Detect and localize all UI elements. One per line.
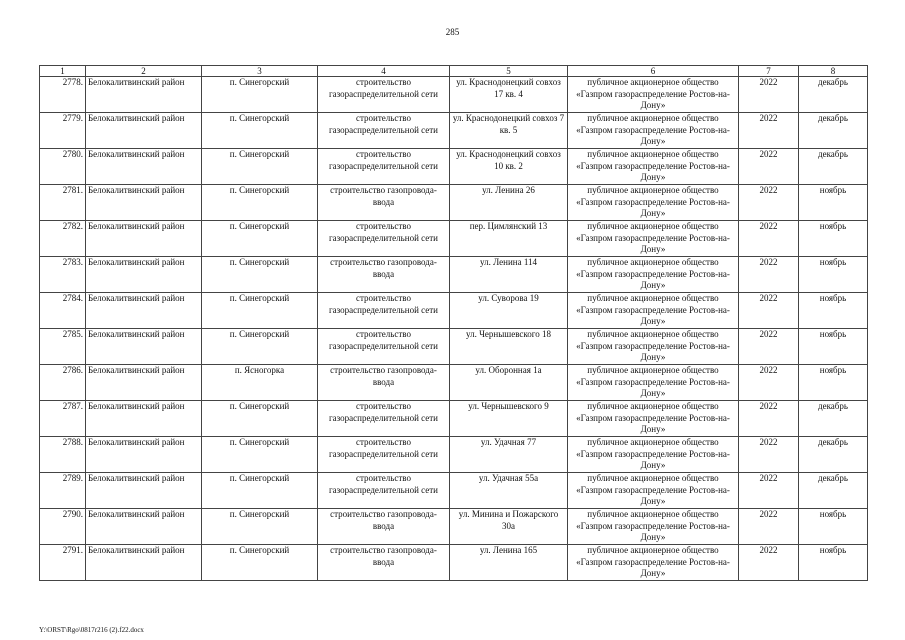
- row-number: 2779.: [40, 113, 86, 149]
- row-number: 2787.: [40, 401, 86, 437]
- organization-cell: публичное акционерное общество «Газпром газораспределение Ростов-на-Дону»: [568, 365, 739, 401]
- table-row: [40, 401, 868, 437]
- work-type-cell: строительство газораспределительной сети: [318, 149, 450, 185]
- year-cell: 2022: [739, 437, 799, 473]
- settlement-cell: п. Синегорский: [202, 221, 318, 257]
- address-cell: ул. Ленина 26: [450, 185, 568, 221]
- row-number: 2786.: [40, 365, 86, 401]
- month-cell: ноябрь: [799, 545, 868, 581]
- work-type-cell: строительство газораспределительной сети: [318, 293, 450, 329]
- registry-table: [39, 65, 868, 581]
- table-row: [40, 365, 868, 401]
- work-type-cell: строительство газопровода-ввода: [318, 185, 450, 221]
- row-number: 2784.: [40, 293, 86, 329]
- work-type-cell: строительство газопровода-ввода: [318, 257, 450, 293]
- district-cell: Белокалитвинский район: [86, 509, 202, 545]
- month-cell: декабрь: [799, 473, 868, 509]
- district-cell: Белокалитвинский район: [86, 113, 202, 149]
- organization-cell: публичное акционерное общество «Газпром газораспределение Ростов-на-Дону»: [568, 293, 739, 329]
- column-header: 4: [318, 66, 450, 77]
- district-cell: Белокалитвинский район: [86, 401, 202, 437]
- month-cell: ноябрь: [799, 509, 868, 545]
- address-cell: ул. Удачная 55а: [450, 473, 568, 509]
- address-cell: пер. Цимлянский 13: [450, 221, 568, 257]
- column-header: 1: [40, 66, 86, 77]
- address-cell: ул. Суворова 19: [450, 293, 568, 329]
- district-cell: Белокалитвинский район: [86, 473, 202, 509]
- column-header: 6: [568, 66, 739, 77]
- row-number: 2788.: [40, 437, 86, 473]
- address-cell: ул. Ленина 114: [450, 257, 568, 293]
- work-type-cell: строительство газораспределительной сети: [318, 77, 450, 113]
- organization-cell: публичное акционерное общество «Газпром газораспределение Ростов-на-Дону»: [568, 257, 739, 293]
- work-type-cell: строительство газораспределительной сети: [318, 221, 450, 257]
- column-header: 7: [739, 66, 799, 77]
- row-number: 2783.: [40, 257, 86, 293]
- table-row: [40, 437, 868, 473]
- year-cell: 2022: [739, 473, 799, 509]
- row-number: 2785.: [40, 329, 86, 365]
- header-row: [40, 66, 868, 77]
- settlement-cell: п. Синегорский: [202, 113, 318, 149]
- year-cell: 2022: [739, 545, 799, 581]
- table-row: [40, 509, 868, 545]
- year-cell: 2022: [739, 401, 799, 437]
- year-cell: 2022: [739, 77, 799, 113]
- settlement-cell: п. Ясногорка: [202, 365, 318, 401]
- table-row: [40, 545, 868, 581]
- settlement-cell: п. Синегорский: [202, 149, 318, 185]
- month-cell: декабрь: [799, 437, 868, 473]
- address-cell: ул. Краснодонецкий совхоз 10 кв. 2: [450, 149, 568, 185]
- organization-cell: публичное акционерное общество «Газпром газораспределение Ростов-на-Дону»: [568, 545, 739, 581]
- organization-cell: публичное акционерное общество «Газпром газораспределение Ростов-на-Дону»: [568, 473, 739, 509]
- organization-cell: публичное акционерное общество «Газпром газораспределение Ростов-на-Дону»: [568, 185, 739, 221]
- month-cell: ноябрь: [799, 365, 868, 401]
- work-type-cell: строительство газопровода-ввода: [318, 509, 450, 545]
- settlement-cell: п. Синегорский: [202, 401, 318, 437]
- work-type-cell: строительство газопровода-ввода: [318, 365, 450, 401]
- row-number: 2782.: [40, 221, 86, 257]
- month-cell: декабрь: [799, 113, 868, 149]
- settlement-cell: п. Синегорский: [202, 257, 318, 293]
- row-number: 2790.: [40, 509, 86, 545]
- row-number: 2781.: [40, 185, 86, 221]
- year-cell: 2022: [739, 221, 799, 257]
- work-type-cell: строительство газораспределительной сети: [318, 113, 450, 149]
- work-type-cell: строительство газораспределительной сети: [318, 401, 450, 437]
- settlement-cell: п. Синегорский: [202, 437, 318, 473]
- address-cell: ул. Ленина 165: [450, 545, 568, 581]
- year-cell: 2022: [739, 509, 799, 545]
- month-cell: декабрь: [799, 401, 868, 437]
- year-cell: 2022: [739, 257, 799, 293]
- year-cell: 2022: [739, 365, 799, 401]
- row-number: 2789.: [40, 473, 86, 509]
- district-cell: Белокалитвинский район: [86, 221, 202, 257]
- work-type-cell: строительство газораспределительной сети: [318, 437, 450, 473]
- settlement-cell: п. Синегорский: [202, 329, 318, 365]
- table-row: [40, 185, 868, 221]
- settlement-cell: п. Синегорский: [202, 473, 318, 509]
- table-row: [40, 329, 868, 365]
- settlement-cell: п. Синегорский: [202, 545, 318, 581]
- address-cell: ул. Минина и Пожарского 30а: [450, 509, 568, 545]
- district-cell: Белокалитвинский район: [86, 365, 202, 401]
- column-header: 3: [202, 66, 318, 77]
- month-cell: декабрь: [799, 149, 868, 185]
- table-row: [40, 257, 868, 293]
- table-row: [40, 221, 868, 257]
- district-cell: Белокалитвинский район: [86, 77, 202, 113]
- year-cell: 2022: [739, 293, 799, 329]
- year-cell: 2022: [739, 149, 799, 185]
- district-cell: Белокалитвинский район: [86, 149, 202, 185]
- table-row: [40, 293, 868, 329]
- district-cell: Белокалитвинский район: [86, 437, 202, 473]
- table-row: [40, 473, 868, 509]
- month-cell: ноябрь: [799, 221, 868, 257]
- organization-cell: публичное акционерное общество «Газпром газораспределение Ростов-на-Дону»: [568, 437, 739, 473]
- settlement-cell: п. Синегорский: [202, 77, 318, 113]
- row-number: 2791.: [40, 545, 86, 581]
- organization-cell: публичное акционерное общество «Газпром газораспределение Ростов-на-Дону»: [568, 113, 739, 149]
- footer-file-path: Y:\ORST\Rgo\0817r216 (2).f22.docx: [39, 626, 144, 634]
- month-cell: ноябрь: [799, 329, 868, 365]
- settlement-cell: п. Синегорский: [202, 293, 318, 329]
- settlement-cell: п. Синегорский: [202, 185, 318, 221]
- district-cell: Белокалитвинский район: [86, 329, 202, 365]
- column-header: 5: [450, 66, 568, 77]
- column-header: 2: [86, 66, 202, 77]
- table-row: [40, 113, 868, 149]
- month-cell: ноябрь: [799, 293, 868, 329]
- work-type-cell: строительство газораспределительной сети: [318, 473, 450, 509]
- organization-cell: публичное акционерное общество «Газпром газораспределение Ростов-на-Дону»: [568, 149, 739, 185]
- work-type-cell: строительство газораспределительной сети: [318, 329, 450, 365]
- organization-cell: публичное акционерное общество «Газпром газораспределение Ростов-на-Дону»: [568, 509, 739, 545]
- settlement-cell: п. Синегорский: [202, 509, 318, 545]
- month-cell: декабрь: [799, 77, 868, 113]
- work-type-cell: строительство газопровода-ввода: [318, 545, 450, 581]
- address-cell: ул. Краснодонецкий совхоз 7 кв. 5: [450, 113, 568, 149]
- address-cell: ул. Краснодонецкий совхоз 17 кв. 4: [450, 77, 568, 113]
- district-cell: Белокалитвинский район: [86, 185, 202, 221]
- table-row: [40, 77, 868, 113]
- address-cell: ул. Чернышевского 18: [450, 329, 568, 365]
- row-number: 2780.: [40, 149, 86, 185]
- organization-cell: публичное акционерное общество «Газпром газораспределение Ростов-на-Дону»: [568, 221, 739, 257]
- address-cell: ул. Удачная 77: [450, 437, 568, 473]
- table-row: [40, 149, 868, 185]
- table-body: [40, 77, 868, 581]
- district-cell: Белокалитвинский район: [86, 293, 202, 329]
- month-cell: ноябрь: [799, 185, 868, 221]
- year-cell: 2022: [739, 185, 799, 221]
- column-header: 8: [799, 66, 868, 77]
- district-cell: Белокалитвинский район: [86, 257, 202, 293]
- address-cell: ул. Оборонная 1а: [450, 365, 568, 401]
- row-number: 2778.: [40, 77, 86, 113]
- organization-cell: публичное акционерное общество «Газпром газораспределение Ростов-на-Дону»: [568, 329, 739, 365]
- organization-cell: публичное акционерное общество «Газпром газораспределение Ростов-на-Дону»: [568, 77, 739, 113]
- year-cell: 2022: [739, 329, 799, 365]
- district-cell: Белокалитвинский район: [86, 545, 202, 581]
- page-number: 285: [445, 27, 460, 37]
- month-cell: ноябрь: [799, 257, 868, 293]
- address-cell: ул. Чернышевского 9: [450, 401, 568, 437]
- organization-cell: публичное акционерное общество «Газпром газораспределение Ростов-на-Дону»: [568, 401, 739, 437]
- year-cell: 2022: [739, 113, 799, 149]
